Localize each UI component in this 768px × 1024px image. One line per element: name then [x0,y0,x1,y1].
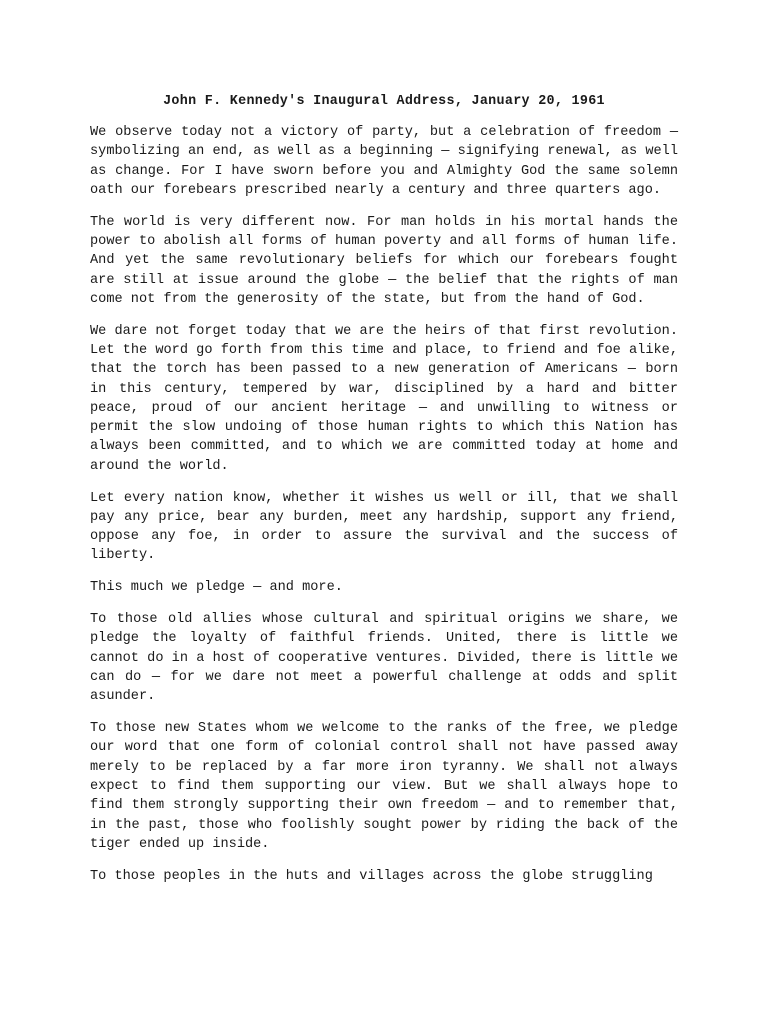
document-title: John F. Kennedy's Inaugural Address, January 20, 1961 [163,94,605,109]
paragraph-6: To those old allies whose cultural and spiritual origins we share, we pledge the loyalty of faithful friends. United, there is little we cannot do in a host of cooperative ventures. Divided, there is little we can do — for we dare not meet a powerful challenge at odds and split asunder. [90,612,678,705]
document-body [90,123,678,898]
paragraph-4: Let every nation know, whether it wishes us well or ill, that we shall pay any price, bear any burden, meet any hardship, support any friend, oppose any foe, in order to assure the survival and the success of liberty. [90,490,678,564]
paragraph-8: To those peoples in the huts and villages across the globe struggling [90,868,653,884]
paragraph-7: To those new States whom we welcome to the ranks of the free, we pledge our word that one form of colonial control shall not have passed away merely to be replaced by a far more iron tyranny. We shall not always expect to find them supporting our view. But we shall always hope to find them strongly supporting their own freedom — and to remember that, in the past, those who foolishly sought power by riding the back of the tiger ended up inside. [90,721,678,852]
paragraph-3: We dare not forget today that we are the heirs of that first revolution. Let the word go forth from this time and place, to friend and foe alike, that the torch has been passed to a new generation of Americans — born in this century, tempered by war, disciplined by a hard and bitter peace, proud of our ancient heritage — and unwilling to witness or permit the slow undoing of those human rights to which this Nation has always been committed, and to which we are committed today at home and around the world. [90,323,678,474]
paragraph-1: We observe today not a victory of party, but a celebration of freedom — symbolizing an end, as well as a beginning — signifying renewal, as well as change. For I have sworn before you and Almighty God the same solemn oath our forebears prescribed nearly a century and three quarters ago. [90,125,678,198]
paragraph-5: This much we pledge — and more. [90,580,343,596]
paragraph-2: The world is very different now. For man holds in his mortal hands the power to abolish all forms of human poverty and all forms of human life. And yet the same revolutionary beliefs for which our forebears fought are still at issue around the globe — the belief that the rights of man come not from the generosity of the state, but from the hand of God. [90,214,678,307]
